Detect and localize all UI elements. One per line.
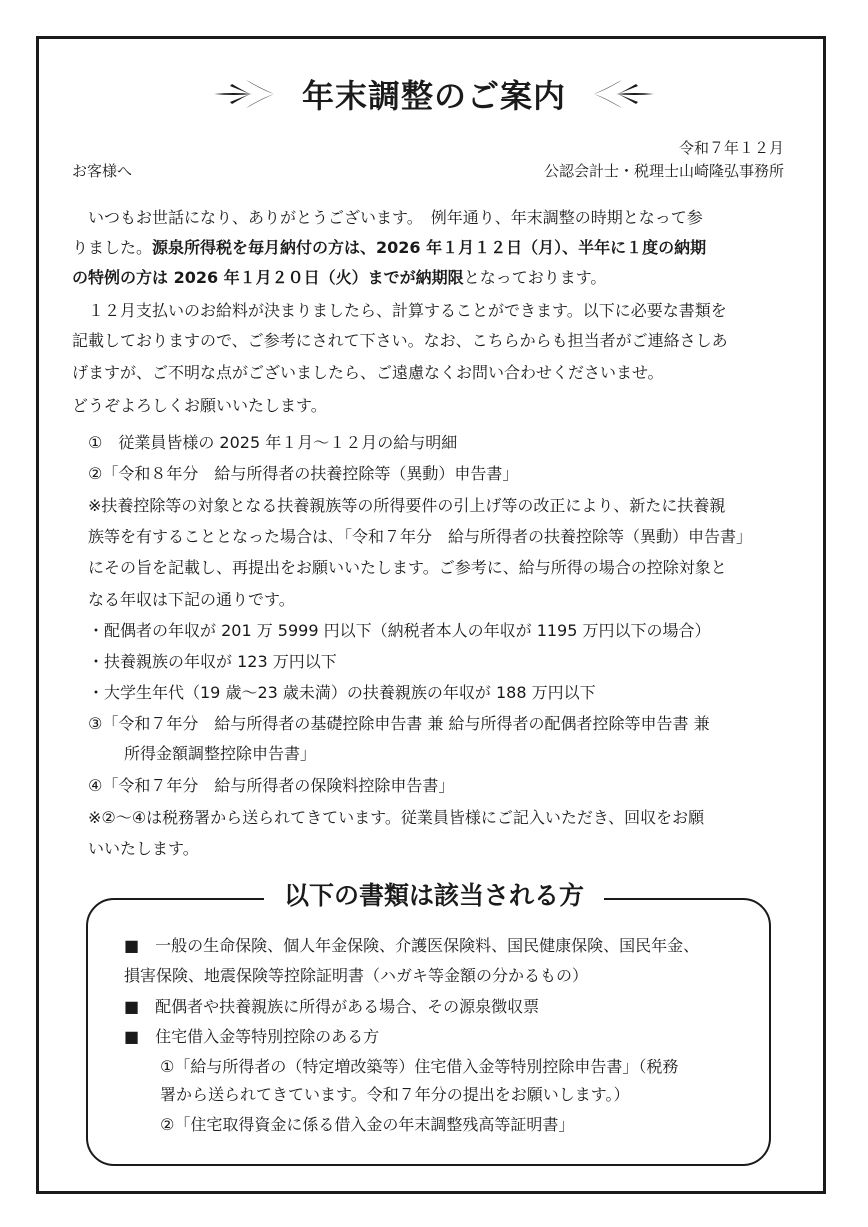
page-title: 年末調整のご案内 [301, 77, 566, 115]
note-line: なる年収は下記の通りです。 [88, 590, 295, 609]
list-item: ③「令和７年分 給与所得者の基礎控除申告書 兼 給与所得者の配偶者控除等申告書 兼 [88, 714, 710, 733]
bullet-item: ・扶養親族の年収が 123 万円以下 [88, 652, 337, 671]
office-name: 公認会計士・税理士山崎隆弘事務所 [543, 162, 784, 180]
box-line: 署から送られてきています。令和７年分の提出をお願いします。） [160, 1085, 630, 1104]
title-row [0, 70, 868, 118]
note-line: にその旨を記載し、再提出をお願いいたします。ご参考に、給与所得の場合の控除対象と [88, 558, 727, 577]
box-line: ①「給与所得者の（特定増改築等）住宅借入金等特別控除申告書」（税務 [160, 1057, 679, 1076]
intro-line: げますが、ご不明な点がございましたら、ご遠慮なくお問い合わせくださいませ。 [72, 363, 664, 382]
note-line: 族等を有することとなった場合は､「令和７年分 給与所得者の扶養控除等（異動）申告書」 [88, 527, 753, 546]
note-line: ※②～④は税務署から送られてきています。従業員皆様にご記入いただき、回収をお願 [88, 808, 705, 827]
documents-box-heading: 以下の書類は該当される方 [264, 874, 604, 918]
intro-text: りました。 [72, 238, 153, 257]
bullet-item: ・大学生年代（19 歳～23 歳未満）の扶養親族の年収が 188 万円以下 [88, 683, 596, 702]
intro-line: 記載しておりますので、ご参考にされて下さい。なお、こちらからも担当者がご連絡さしあ [72, 331, 728, 350]
bullet-item: ・配偶者の年収が 201 万 5999 円以下（納税者本人の年収が 1195 万円以下の場合） [88, 621, 711, 640]
list-item: 所得金額調整控除申告書」 [124, 744, 317, 763]
list-item: ① 従業員皆様の 2025 年１月～１２月の給与明細 [88, 433, 458, 452]
documents-box-title [0, 874, 868, 918]
deadline-text: 源泉所得税を毎月納付の方は、2026 年１月１２日（月）、半年に１度の納期 [152, 238, 707, 257]
deadline-text: の特例の方は 2026 年１月２０日（火）までが納期限 [72, 268, 464, 287]
intro-line [72, 268, 606, 288]
greeting: お客様へ [72, 162, 133, 180]
issue-date: 令和７年１２月 [678, 139, 784, 157]
box-line: ■ 配偶者や扶養親族に所得がある場合、その源泉徴収票 [124, 997, 540, 1016]
box-line: ■ 住宅借入金等特別控除のある方 [124, 1027, 380, 1046]
intro-line [72, 238, 706, 258]
note-line: いいたします。 [88, 839, 199, 858]
right-ornament-icon [592, 76, 656, 112]
note-line: ※扶養控除等の対象となる扶養親族等の所得要件の引上げ等の改正により、新たに扶養親 [88, 496, 726, 515]
intro-line: いつもお世話になり、ありがとうございます。 例年通り、年末調整の時期となって参 [72, 208, 703, 227]
intro-text: となっております。 [463, 268, 607, 287]
intro-line: １２月支払いのお給料が決まりましたら、計算することができます。以下に必要な書類を [72, 301, 727, 320]
box-line: 損害保険、地震保険等控除証明書（ハガキ等金額の分かるもの） [124, 966, 589, 985]
list-item: ②「令和８年分 給与所得者の扶養控除等（異動）申告書」 [88, 464, 519, 483]
intro-line: どうぞよろしくお願いいたします。 [72, 396, 327, 415]
list-item: ④「令和７年分 給与所得者の保険料控除申告書」 [88, 776, 455, 795]
left-ornament-icon [212, 76, 276, 112]
box-line: ■ 一般の生命保険、個人年金保険、介護医保険料、国民健康保険、国民年金、 [124, 936, 700, 955]
box-line: ②「住宅取得資金に係る借入金の年末調整残高等証明書」 [160, 1115, 575, 1134]
